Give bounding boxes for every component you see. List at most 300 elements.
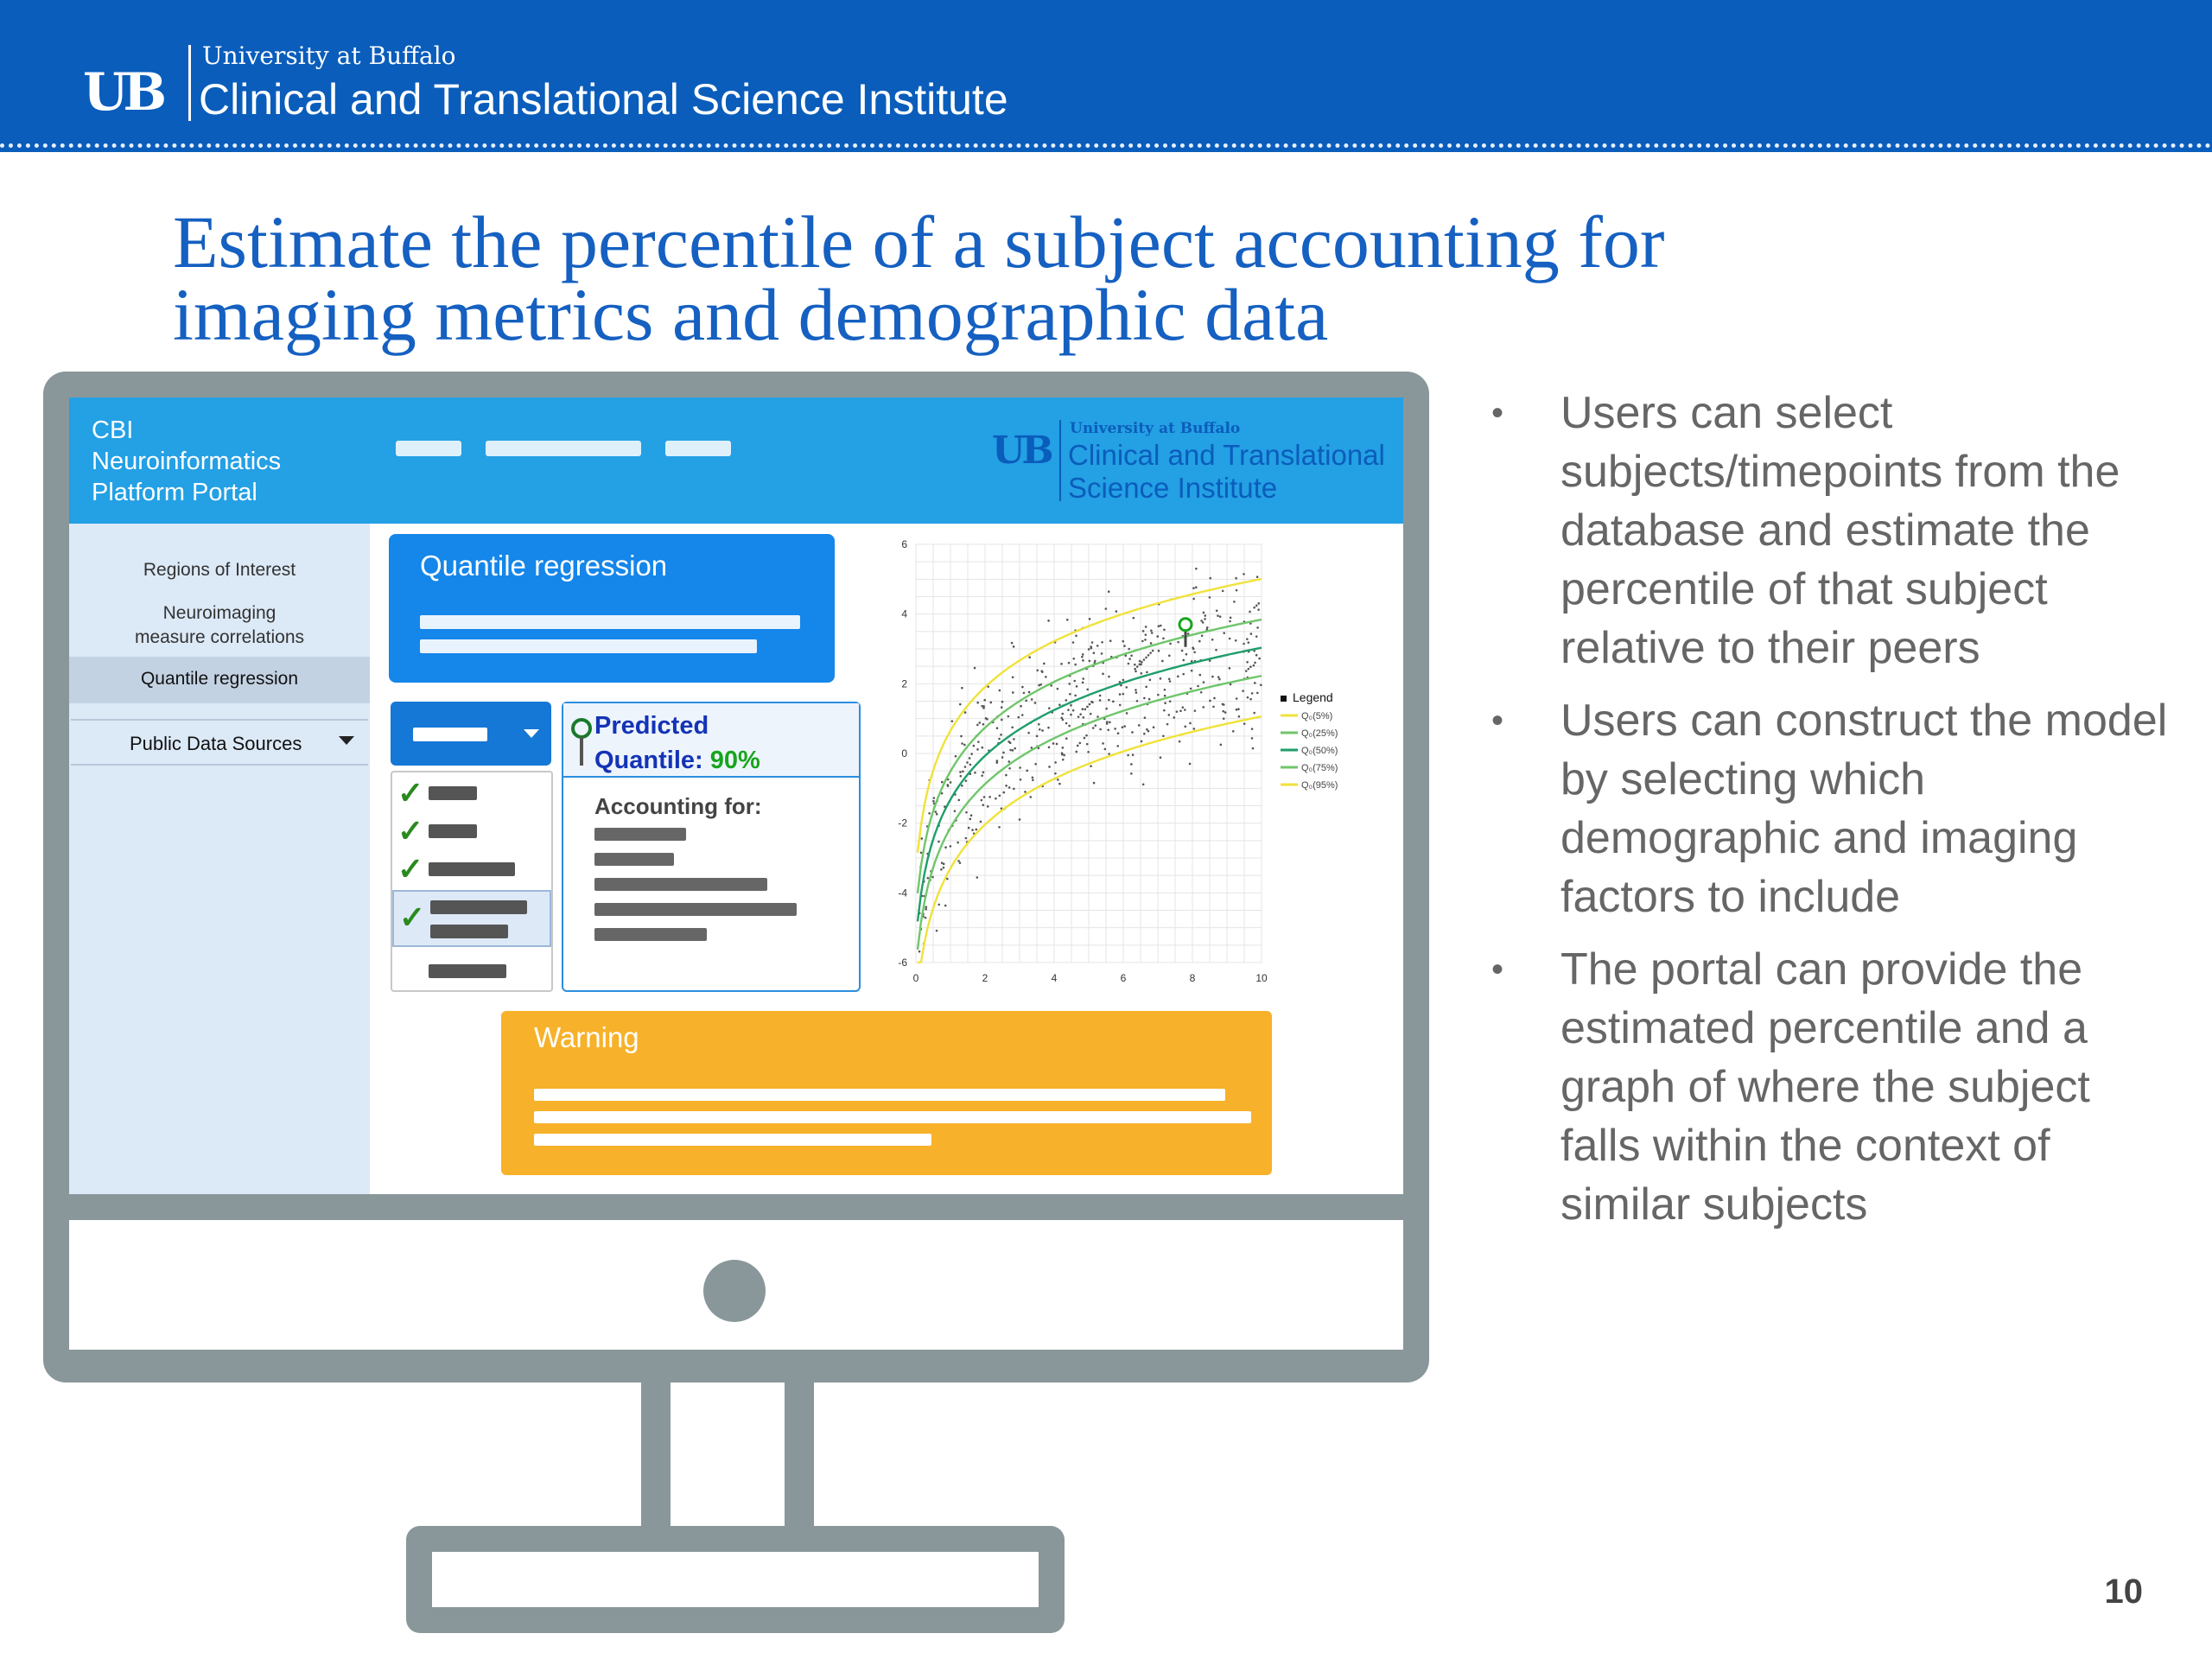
data-point	[1252, 747, 1255, 750]
data-point	[1020, 705, 1022, 708]
data-point	[1143, 658, 1146, 661]
data-point	[973, 745, 976, 747]
data-point	[1070, 704, 1072, 707]
warning-message	[534, 1089, 1243, 1156]
data-point	[1041, 729, 1044, 732]
data-point	[925, 906, 927, 908]
data-point	[961, 687, 963, 690]
portal-sidebar	[69, 524, 370, 1194]
data-point	[1156, 635, 1159, 638]
data-point	[1001, 706, 1003, 709]
data-point	[1248, 641, 1250, 644]
data-point	[1027, 732, 1030, 734]
data-point	[999, 690, 1001, 692]
data-point	[1057, 688, 1059, 690]
data-point	[950, 845, 952, 848]
data-point	[1082, 653, 1084, 656]
data-point	[983, 796, 986, 798]
data-point	[1065, 722, 1068, 725]
data-point	[1253, 607, 1255, 609]
data-point	[1089, 703, 1091, 706]
data-point	[1260, 683, 1262, 686]
data-point	[1105, 607, 1108, 610]
data-point	[1082, 659, 1084, 662]
data-point	[1058, 703, 1061, 706]
data-point	[1002, 752, 1005, 754]
bullet-item	[1486, 940, 2177, 1234]
data-point	[1255, 604, 1258, 607]
header-dotted-divider	[0, 143, 2212, 148]
data-point	[1032, 777, 1034, 779]
predicted-label: Predicted	[594, 712, 709, 740]
data-point	[1198, 640, 1201, 643]
checklist-item-selected[interactable]	[392, 890, 551, 947]
bullet-item	[1486, 691, 2177, 926]
data-point	[1254, 662, 1256, 664]
quantile-regression-description	[420, 615, 812, 653]
data-point	[1083, 716, 1085, 719]
warning-line	[534, 1111, 1251, 1123]
data-point	[1144, 716, 1147, 719]
data-point	[1116, 745, 1119, 747]
data-point	[1093, 652, 1096, 654]
data-point	[978, 721, 981, 724]
data-point	[1028, 691, 1031, 694]
checklist-item[interactable]	[392, 954, 551, 988]
data-point	[1166, 723, 1169, 726]
checklist-item[interactable]	[392, 814, 551, 849]
data-point	[1021, 686, 1024, 689]
data-point	[1000, 734, 1002, 736]
data-point	[1062, 759, 1065, 761]
data-point	[1062, 747, 1065, 749]
data-point	[1123, 645, 1126, 647]
data-point	[925, 908, 927, 911]
description-line	[420, 639, 757, 653]
data-point	[1192, 598, 1195, 601]
legend-entry: Q₀(95%)	[1301, 780, 1338, 791]
data-point	[1127, 754, 1129, 757]
data-point	[960, 735, 963, 738]
data-point	[1169, 643, 1172, 645]
header-bar	[0, 0, 2212, 152]
checklist-item-label	[430, 925, 508, 938]
data-point	[1122, 640, 1124, 643]
data-point	[1168, 654, 1171, 657]
data-point	[1109, 721, 1111, 724]
data-point	[982, 723, 985, 726]
data-point	[1094, 724, 1096, 727]
data-point	[1054, 772, 1057, 775]
data-point	[1160, 625, 1162, 627]
data-point	[982, 747, 984, 749]
data-point	[1235, 639, 1237, 642]
data-point	[1086, 689, 1089, 691]
data-point	[1047, 727, 1050, 729]
data-point	[1203, 612, 1205, 614]
data-point	[1084, 737, 1086, 740]
data-point	[1204, 614, 1206, 617]
data-point	[1135, 691, 1138, 694]
legend-marker	[1281, 696, 1287, 702]
data-point	[1122, 679, 1125, 682]
data-point	[1130, 772, 1133, 775]
data-point	[971, 829, 974, 831]
data-point	[1079, 742, 1082, 745]
data-point	[981, 774, 983, 777]
data-point	[1005, 774, 1007, 777]
data-point	[1251, 728, 1254, 730]
data-point	[920, 837, 923, 840]
checkmark-icon: ✓	[397, 775, 424, 810]
data-point	[1245, 670, 1248, 672]
data-point	[1235, 577, 1237, 580]
data-point	[1138, 724, 1141, 727]
data-point	[1211, 676, 1214, 678]
data-point	[976, 748, 979, 751]
checklist-item[interactable]	[392, 852, 551, 887]
data-point	[970, 814, 973, 817]
data-point	[968, 827, 970, 830]
data-point	[1039, 728, 1041, 731]
data-point	[1007, 715, 1010, 718]
data-point	[1223, 632, 1225, 634]
data-point	[1237, 708, 1240, 710]
checklist-item-label	[429, 824, 477, 838]
data-point	[1090, 645, 1092, 648]
data-point	[1133, 617, 1135, 620]
data-point	[982, 771, 985, 773]
data-point	[1089, 618, 1091, 620]
data-point	[920, 852, 923, 855]
data-point	[1074, 695, 1077, 697]
data-point	[925, 917, 927, 919]
data-point	[1147, 654, 1150, 657]
data-point	[936, 930, 938, 932]
checklist-item[interactable]	[392, 776, 551, 810]
data-point	[959, 703, 962, 706]
data-point	[1163, 709, 1166, 712]
data-point	[957, 860, 960, 862]
accounting-for-label: Accounting for:	[594, 793, 762, 819]
data-point	[1061, 713, 1064, 715]
monitor-stand-left	[641, 1382, 671, 1538]
data-point	[1230, 617, 1232, 620]
data-point	[998, 738, 1001, 741]
sidebar-item-regions-of-interest[interactable]: Regions of Interest	[143, 560, 296, 580]
logo-divider	[188, 45, 191, 121]
data-point	[1177, 641, 1179, 644]
data-point	[1005, 785, 1007, 787]
data-point	[1088, 648, 1090, 651]
data-point	[1086, 706, 1089, 709]
checklist-item-label	[429, 862, 515, 876]
data-point	[1048, 747, 1051, 749]
data-point	[960, 775, 963, 778]
y-tick-label: 6	[901, 538, 907, 550]
data-point	[999, 795, 1001, 798]
data-point	[1043, 663, 1046, 665]
data-point	[1099, 699, 1102, 702]
monitor-stand-base	[406, 1526, 1065, 1633]
data-point	[1220, 744, 1223, 747]
ub-logo: UB	[83, 62, 162, 123]
data-point	[1032, 779, 1034, 782]
y-tick-label: 4	[901, 607, 907, 620]
x-tick-label: 8	[1189, 972, 1196, 983]
data-point	[1211, 639, 1214, 641]
data-point	[1025, 699, 1027, 702]
data-point	[995, 798, 997, 800]
bullet-list	[1486, 384, 2177, 1248]
data-point	[1069, 693, 1071, 696]
data-point	[1134, 664, 1136, 666]
data-point	[1119, 704, 1122, 707]
data-point	[1223, 703, 1225, 706]
data-point	[926, 877, 929, 880]
nav-item-3[interactable]	[665, 441, 731, 456]
data-point	[969, 764, 972, 766]
data-point	[1092, 727, 1095, 729]
data-point	[1038, 723, 1040, 726]
data-point	[1107, 728, 1109, 731]
data-point	[935, 810, 938, 813]
data-point	[1085, 734, 1088, 737]
portal-nav	[396, 441, 731, 456]
data-point	[1075, 634, 1077, 637]
data-point	[928, 812, 931, 815]
model-select-dropdown[interactable]	[391, 702, 551, 766]
data-point	[1079, 713, 1082, 715]
data-point	[1169, 680, 1172, 683]
bullet-text: Users can select subjects/timepoints from the database and estimate the percentile of that subject relative to their peers	[1560, 388, 2120, 673]
data-point	[1149, 652, 1152, 654]
legend-entry: Q₀(5%)	[1301, 711, 1333, 721]
data-point	[1209, 596, 1211, 599]
data-point	[959, 771, 962, 773]
data-point	[1162, 734, 1165, 737]
y-tick-label: -2	[898, 817, 907, 830]
data-point	[981, 705, 983, 708]
data-point	[1074, 664, 1077, 666]
page-number: 10	[2104, 1573, 2143, 1611]
checklist-item-label	[430, 900, 527, 914]
data-point	[1013, 738, 1015, 741]
data-point	[1206, 626, 1209, 629]
data-point	[1202, 706, 1205, 709]
data-point	[977, 741, 980, 743]
data-point	[1068, 662, 1071, 664]
data-point	[1076, 685, 1078, 688]
accounting-item	[594, 878, 767, 891]
data-point	[1052, 742, 1055, 745]
data-point	[987, 805, 989, 808]
nav-item-2[interactable]	[486, 441, 641, 456]
data-point	[1031, 698, 1033, 701]
data-point	[1160, 756, 1162, 759]
warning-title: Warning	[534, 1021, 639, 1053]
data-point	[957, 799, 960, 802]
data-point	[1012, 749, 1014, 752]
data-point	[965, 779, 968, 782]
y-tick-label: 0	[901, 747, 907, 760]
data-point	[1045, 676, 1047, 678]
location-pin-icon	[570, 717, 593, 769]
data-point	[1255, 635, 1258, 638]
data-point	[944, 846, 947, 849]
data-point	[1096, 645, 1099, 647]
data-point	[1065, 699, 1068, 702]
factor-checklist	[391, 771, 553, 992]
x-tick-label: 0	[912, 972, 919, 983]
data-point	[1093, 782, 1096, 785]
data-point	[1091, 641, 1094, 644]
data-point	[1202, 621, 1205, 624]
quantile-value: 90%	[709, 747, 760, 774]
data-point	[1036, 735, 1039, 738]
data-point	[1141, 640, 1144, 643]
y-tick-label: -4	[898, 887, 907, 899]
prediction-header	[563, 703, 859, 778]
data-point	[1179, 741, 1181, 743]
data-point	[1173, 716, 1175, 719]
data-point	[1029, 796, 1032, 798]
data-point	[1090, 701, 1093, 703]
data-point	[1013, 645, 1015, 648]
data-point	[1193, 651, 1196, 653]
data-point	[1164, 702, 1166, 704]
data-point	[1008, 786, 1011, 789]
subject-pin-icon	[1179, 619, 1192, 631]
quantile-regression-chart	[864, 527, 1403, 983]
data-point	[1109, 639, 1112, 642]
data-point	[1243, 573, 1245, 575]
data-point	[1136, 700, 1139, 702]
data-point	[1184, 709, 1186, 711]
data-point	[951, 720, 954, 722]
monitor-stand-right	[785, 1382, 814, 1538]
x-tick-label: 2	[982, 972, 988, 983]
nav-item-1[interactable]	[396, 441, 461, 456]
data-point	[1021, 714, 1024, 716]
quantile-regression-title: Quantile regression	[420, 550, 668, 582]
data-point	[1028, 656, 1031, 658]
data-point	[950, 781, 952, 784]
data-point	[1251, 737, 1254, 740]
data-point	[1023, 692, 1026, 695]
data-point	[1247, 696, 1249, 699]
data-point	[1089, 660, 1091, 663]
data-point	[1126, 712, 1128, 715]
data-point	[1190, 688, 1192, 690]
data-point	[1048, 707, 1051, 709]
data-point	[1167, 714, 1170, 716]
sidebar-item-quantile-regression[interactable]: Quantile regression	[69, 657, 370, 703]
data-point	[985, 717, 988, 720]
checkmark-icon: ✓	[399, 899, 426, 935]
data-point	[996, 760, 999, 762]
checkmark-icon: ✓	[397, 851, 424, 887]
data-point	[1130, 763, 1133, 766]
data-point	[1253, 712, 1255, 715]
data-point	[1065, 737, 1068, 740]
data-point	[983, 699, 986, 702]
data-point	[1099, 695, 1102, 697]
data-point	[1001, 701, 1004, 703]
data-point	[1160, 677, 1162, 680]
data-point	[1201, 634, 1204, 637]
data-point	[1257, 608, 1260, 611]
data-point	[1148, 698, 1151, 701]
bullet-dot-icon: •	[1491, 950, 1504, 988]
sidebar-item-measure-correlations[interactable]: Neuroimaging measure correlations	[134, 603, 305, 647]
data-point	[1034, 763, 1037, 766]
data-point	[1122, 693, 1125, 696]
data-point	[1233, 601, 1236, 603]
public-data-sources-select[interactable]	[71, 719, 368, 766]
data-point	[1213, 697, 1216, 700]
data-point	[1256, 692, 1259, 695]
data-point	[1142, 783, 1145, 785]
data-point	[966, 761, 969, 764]
data-point	[1216, 609, 1218, 612]
bullet-item	[1486, 384, 2177, 677]
data-point	[1123, 725, 1126, 728]
x-tick-label: 6	[1120, 972, 1127, 983]
predicted-quantile	[594, 747, 760, 775]
data-point	[1249, 698, 1252, 701]
data-point	[1039, 683, 1042, 686]
data-point	[1012, 691, 1014, 694]
data-point	[1229, 667, 1231, 670]
data-point	[1096, 715, 1099, 718]
university-name: University at Buffalo	[202, 41, 456, 70]
data-point	[1236, 709, 1238, 711]
bullet-text: Users can construct the model by selecting which demographic and imaging factors to include	[1560, 696, 2168, 922]
legend-entry: Q₀(50%)	[1301, 746, 1338, 756]
data-point	[1200, 691, 1203, 694]
checkmark-icon: ✓	[397, 813, 424, 849]
data-point	[1026, 770, 1028, 772]
data-point	[1128, 658, 1131, 660]
data-point	[976, 724, 979, 727]
data-point	[932, 800, 935, 803]
data-point	[1161, 660, 1164, 663]
data-point	[1075, 751, 1077, 753]
data-point	[1140, 664, 1142, 666]
data-point	[1255, 654, 1258, 657]
portal-title[interactable]: CBI Neuroinformatics Platform Portal	[92, 416, 282, 506]
checklist-item-label	[429, 786, 477, 800]
data-point	[1238, 715, 1241, 718]
data-point	[1143, 697, 1146, 700]
data-point	[1054, 761, 1057, 764]
data-point	[1001, 719, 1003, 721]
data-point	[1019, 818, 1021, 821]
data-point	[1150, 630, 1153, 632]
data-point	[1158, 625, 1160, 627]
data-point	[1215, 649, 1217, 652]
data-point	[1108, 699, 1110, 702]
quantile-label: Quantile:	[594, 747, 703, 774]
data-point	[1134, 668, 1136, 671]
accounting-for-list	[594, 828, 845, 953]
data-point	[1047, 620, 1050, 622]
data-point	[1131, 731, 1134, 734]
data-point	[1236, 697, 1238, 700]
data-point	[1232, 730, 1235, 733]
data-point	[938, 904, 940, 906]
